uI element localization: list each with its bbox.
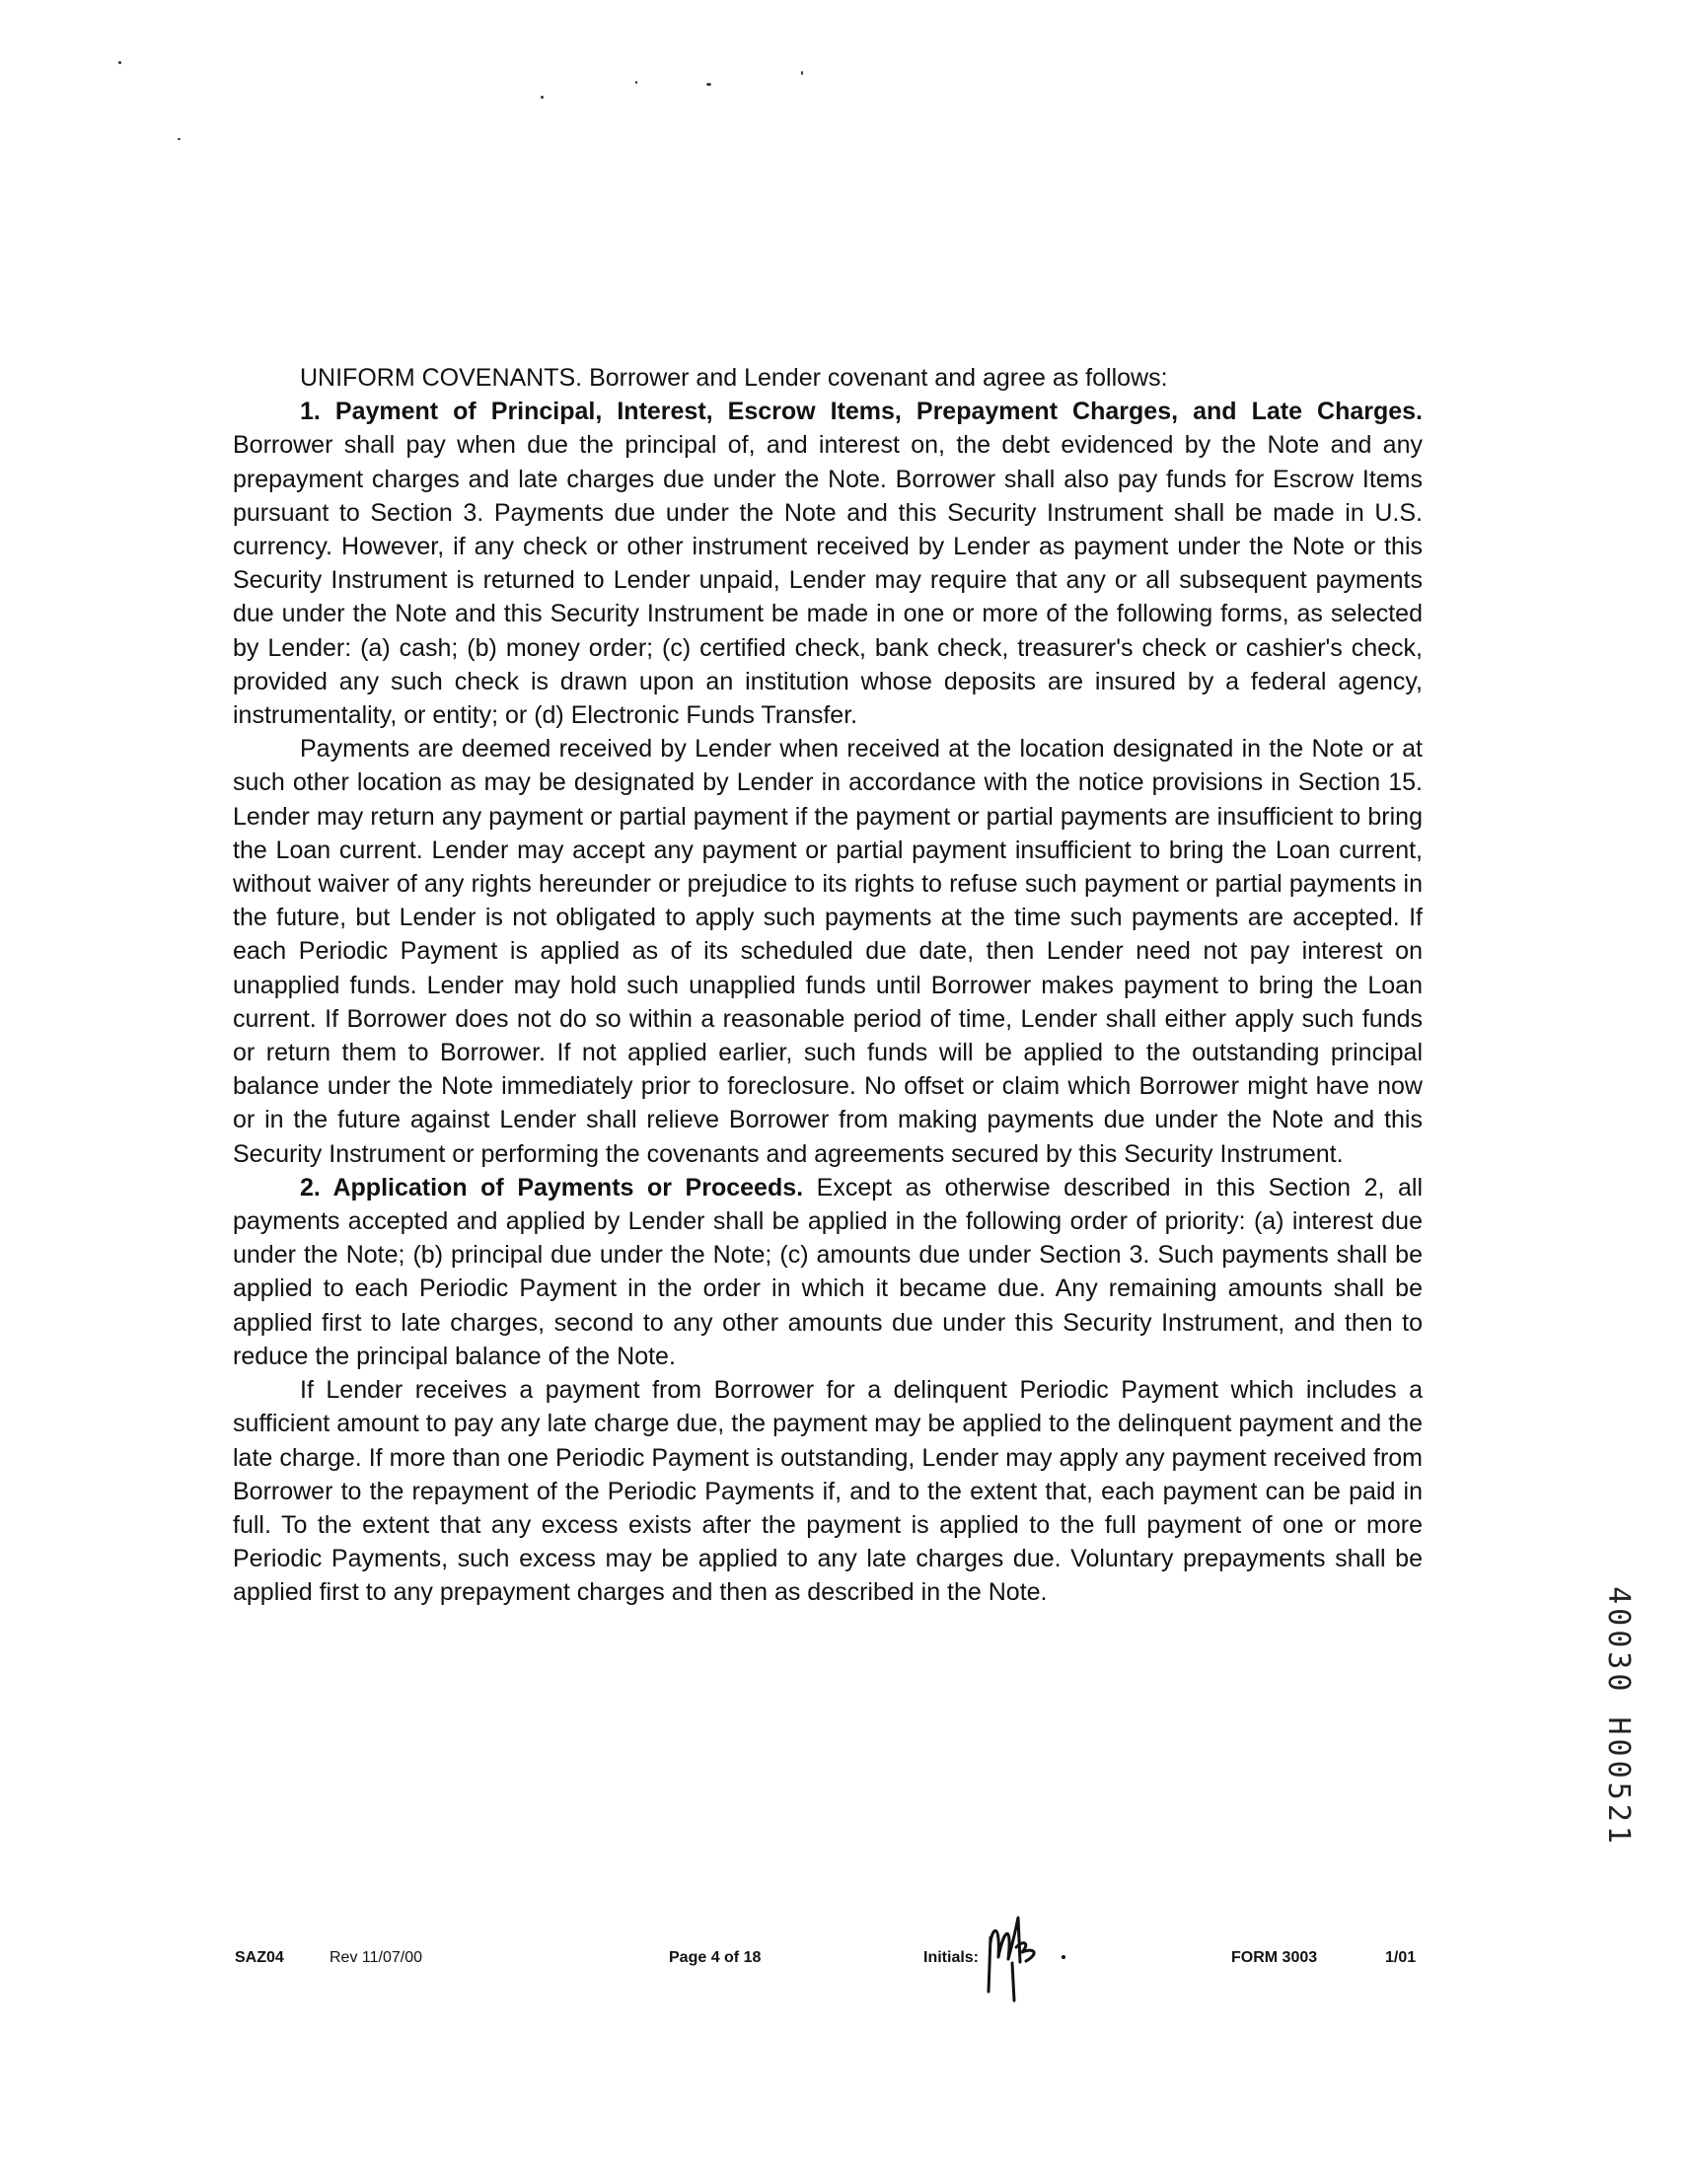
section-2	[233, 1171, 1423, 1373]
footer-form-code: SAZ04	[235, 1949, 284, 1966]
footer-form-number: FORM 3003	[1231, 1949, 1318, 1966]
footer-revision: Rev 11/07/00	[330, 1949, 422, 1966]
scan-speck	[178, 138, 181, 140]
scan-speck	[541, 96, 544, 99]
section-1-paragraph-2: Payments are deemed received by Lender when received at the location designated in the Note or at such other location as may be designated by Lender in accordance with the notice provisions in Section 15. Lender may return any payment or partial payment if the payment or partial payments are insufficient to bring the Loan current. Lender may accept any payment or partial payment insufficient to bring the Loan current, without waiver of any rights hereunder or prejudice to its rights to refuse such payment or partial payments in the future, but Lender is not obligated to apply such payments at the time such payments are accepted. If each Periodic Payment is applied as of its scheduled due date, then Lender need not pay interest on unapplied funds. Lender may hold such unapplied funds until Borrower makes payment to bring the Loan current. If Borrower does not do so within a reasonable period of time, Lender shall either apply such funds or return them to Borrower. If not applied earlier, such funds will be applied to the outstanding principal balance under the Note immediately prior to foreclosure. No offset or claim which Borrower might have now or in the future against Lender shall relieve Borrower from making payments due under the Note and this Security Instrument or performing the covenants and agreements secured by this Security Instrument.	[233, 735, 1423, 1168]
side-stamp	[1598, 1585, 1638, 1848]
side-stamp-number: 40030 H00521	[1600, 1585, 1636, 1848]
document-body	[233, 361, 1423, 1610]
footer-page-number: Page 4 of 18	[669, 1949, 762, 1966]
scan-speck	[801, 71, 803, 75]
section-1-paragraph: Borrower shall pay when due the principal of, and interest on, the debt evidenced by the Note and any prepayment charges and late charges due under the Note. Borrower shall also pay funds for Escrow Items pursuant to Section 3. Payments due under the Note and this Security Instrument shall be made in U.S. currency. However, if any check or other instrument received by Lender as payment under the Note or this Security Instrument is returned to Lender unpaid, Lender may require that any or all subsequent payments due under the Note and this Security Instrument be made in one or more of the following forms, as selected by Lender: (a) cash; (b) money order; (c) certified check, bank check, treasurer's check or cashier's check, provided any such check is drawn upon an institution whose deposits are insured by a federal agency, instrumentality, or entity; or (d) Electronic Funds Transfer.	[233, 431, 1423, 730]
section-2-heading: 2. Application of Payments or Proceeds.	[300, 1173, 804, 1201]
scan-speck	[706, 83, 711, 86]
section-2-paragraph: Except as otherwise described in this Section 2, all payments accepted and applied by Lender shall be applied in the following order of priority: (a) interest due under the Note; (b) principal due under the Note; (c) amounts due under Section 3. Such payments shall be applied to each Periodic Payment in the order in which it became due. Any remaining amounts shall be applied first to late charges, second to any other amounts due under this Security Instrument, and then to reduce the principal balance of the Note.	[233, 1173, 1424, 1370]
footer-initials-label: Initials:	[923, 1949, 980, 1966]
section-2-paragraph-2: If Lender receives a payment from Borrower for a delinquent Periodic Payment which includes a sufficient amount to pay any late charge due, the payment may be applied to the delinquent payment and the late charge. If more than one Periodic Payment is outstanding, Lender may apply any payment received from Borrower to the repayment of the Periodic Payments if, and to the extent that, each payment can be paid in full. To the extent that any excess exists after the payment is applied to the full payment of one or more Periodic Payments, such excess may be applied to any late charges due. Voluntary prepayments shall be applied first to any prepayment charges and then as described in the Note.	[233, 1376, 1423, 1607]
section-1-heading: 1. Payment of Principal, Interest, Escrow Items, Prepayment Charges, and Late Charges.	[300, 398, 1423, 426]
initials-signature	[979, 1898, 1067, 2006]
scan-speck	[118, 61, 121, 64]
footer-form-date: 1/01	[1385, 1949, 1417, 1966]
intro-paragraph: UNIFORM COVENANTS. Borrower and Lender covenant and agree as follows:	[300, 364, 1168, 392]
section-1	[233, 395, 1423, 732]
scan-speck	[635, 81, 637, 84]
